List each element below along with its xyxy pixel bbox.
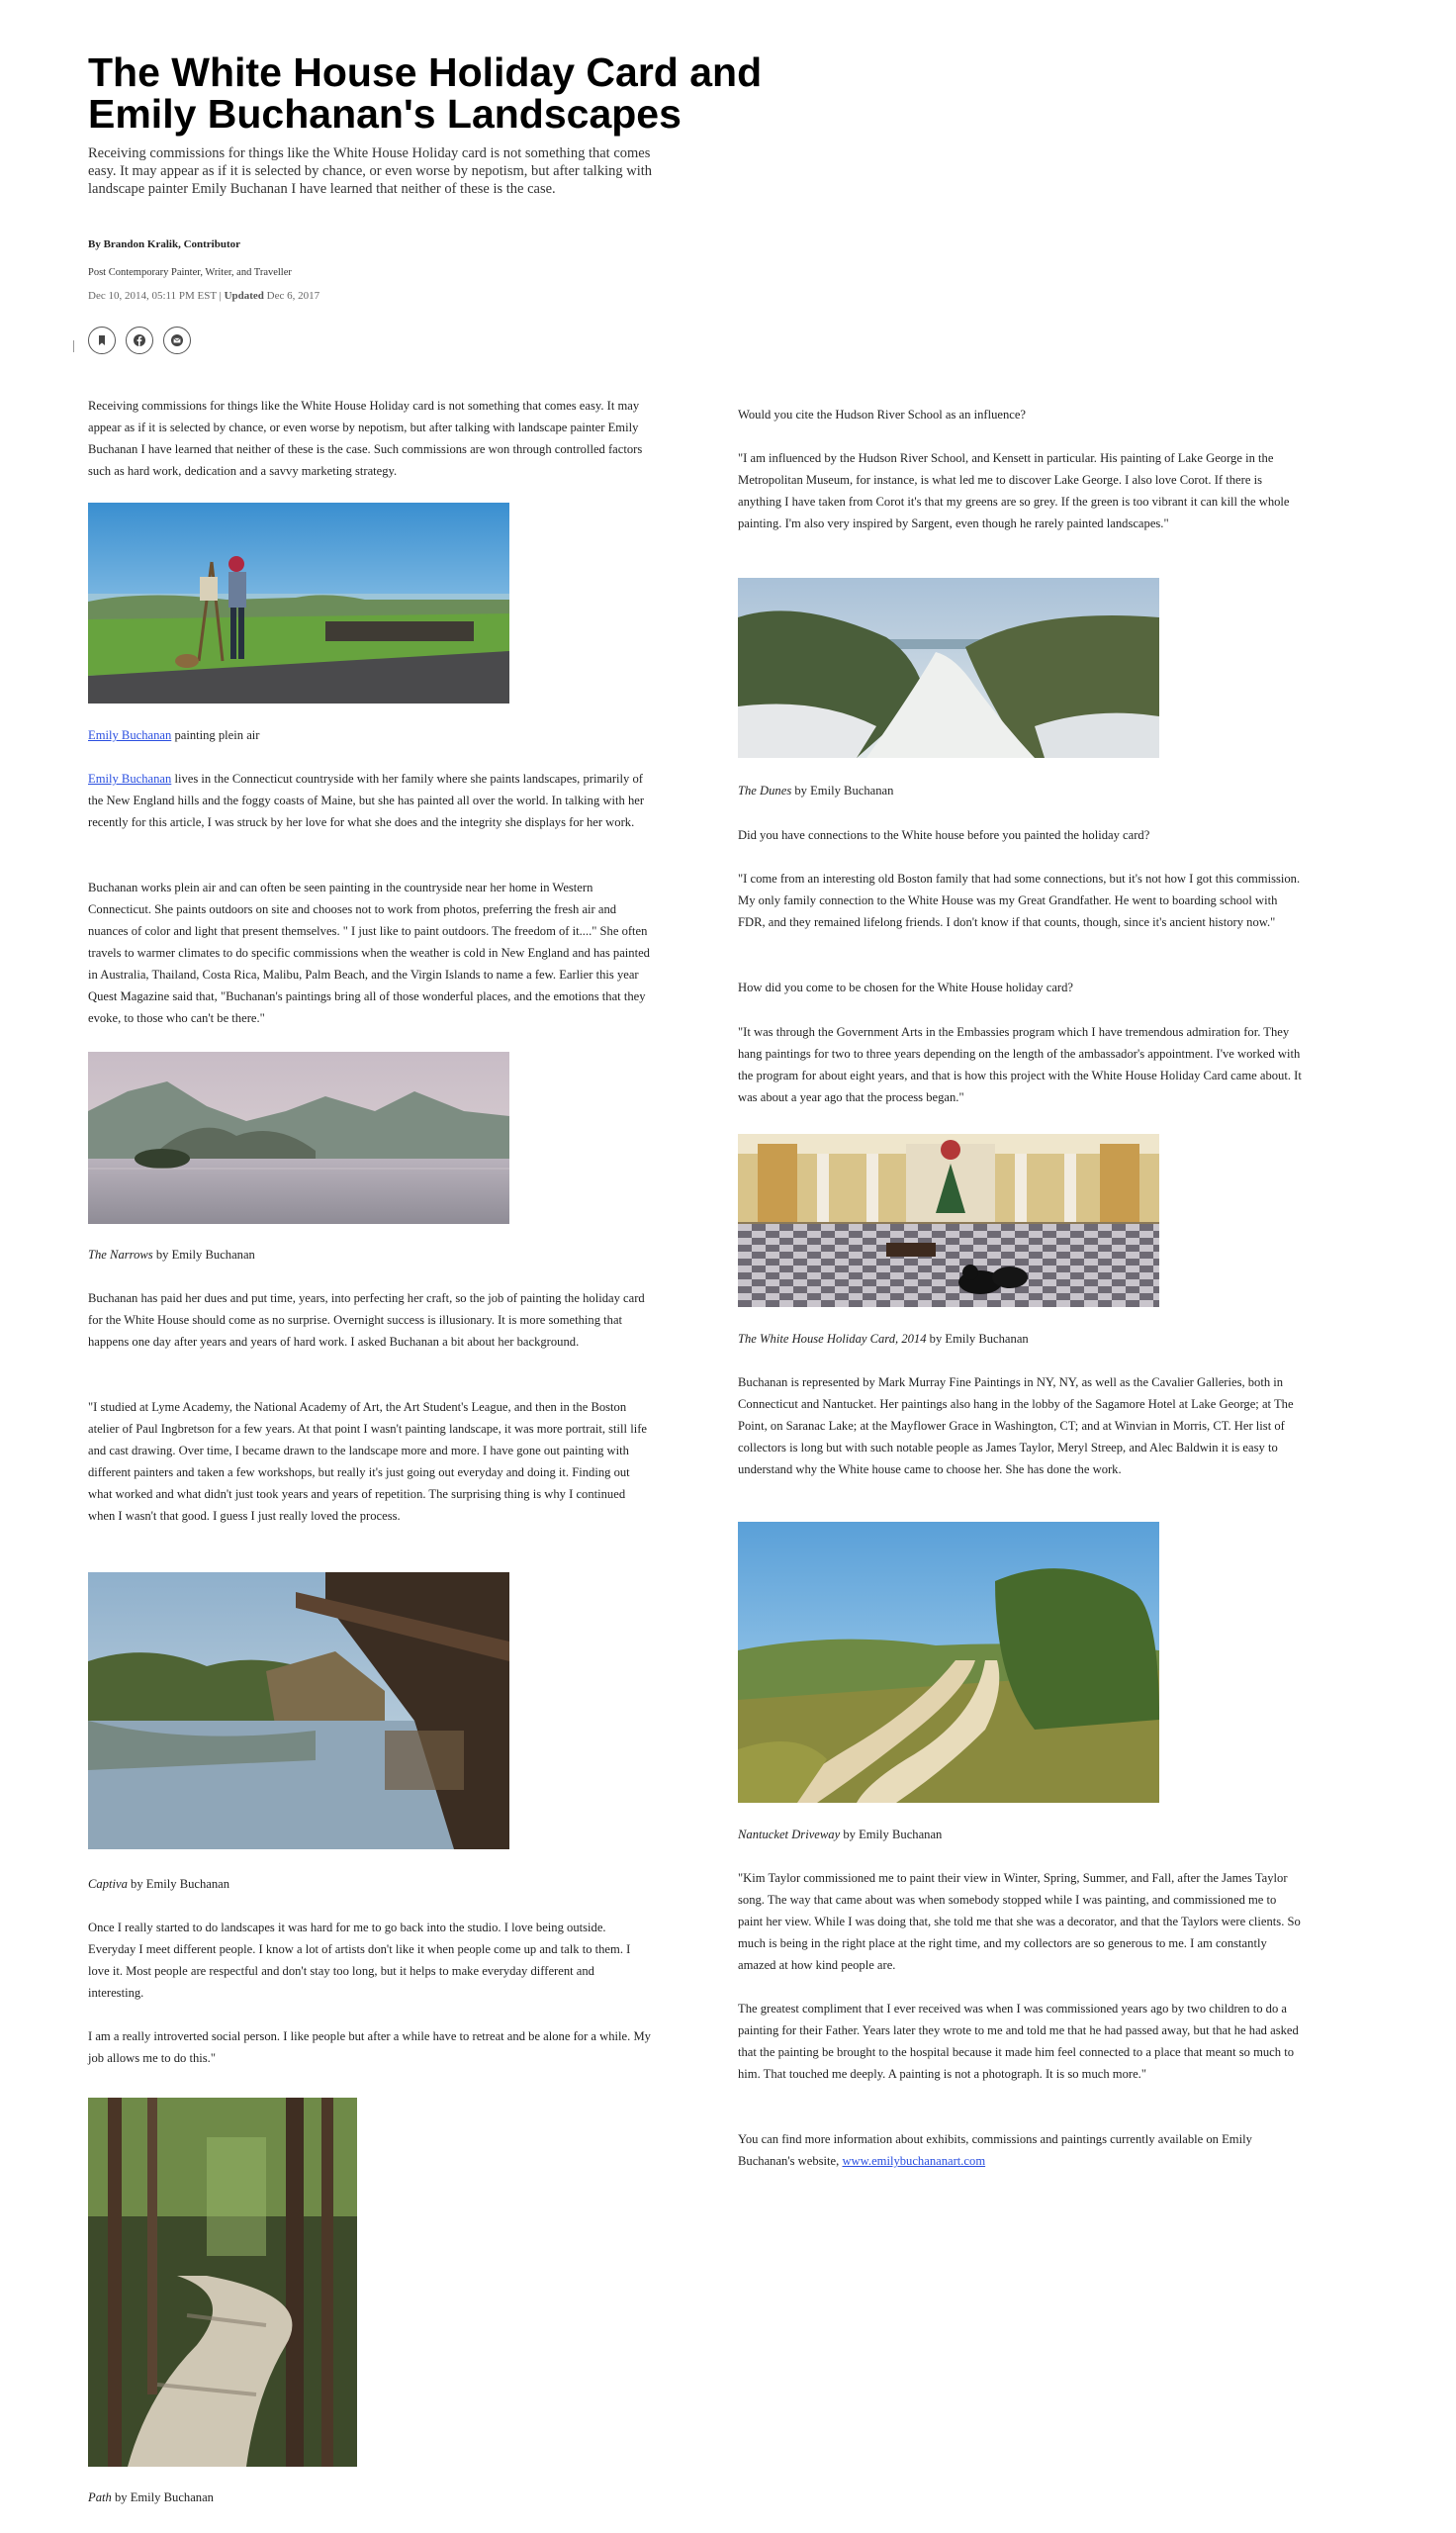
share-bar: [73, 327, 251, 356]
photo-plein-air: [88, 503, 509, 704]
caption-text: by Emily Buchanan: [152, 1248, 255, 1262]
paragraph: Buchanan works plein air and can often be seen painting in the countryside near her home in Western Connecticut. She paints outdoors on site and chooses not to work from photos, preferring the fresh air and nuances of color and light that present themselves. " I just like to paint outdoors. The freedom of it...." She often travels to warmer climates to do specific commissions when the weather is cold in New England and has painted in Australia, Thailand, Costa Rica, Malibu, Palm Beach, and the Virgin Islands to name a few. Earlier this year Quest Magazine said that, "Buchanan's paintings bring all of those wonderful places, and the emotions that they evoke, to those who can't be there.": [88, 881, 650, 1025]
published-date: Dec 10, 2014, 05:11 PM EST: [88, 290, 217, 302]
caption-text: by Emily Buchanan: [840, 1828, 943, 1841]
painting-captiva: [88, 1572, 509, 1849]
caption-text: by Emily Buchanan: [791, 784, 894, 797]
interview-answer: "I am influenced by the Hudson River School, and Kensett in particular. His painting of Lake George in the Metropolitan Museum, for instance, is what led me to discover Lake George. I also love Corot. If there is anything I have taken from Corot it's that my greens are so grey. If the green is too vibrant it can kill the whole painting. I'm also very inspired by Sargent, even though he rarely painted landscapes.": [738, 451, 1290, 530]
caption-text: by Emily Buchanan: [926, 1332, 1029, 1346]
caption-text: by Emily Buchanan: [127, 1877, 230, 1891]
paragraph: Receiving commissions for things like the White House Holiday card is not something that comes easy. It may appear as if it is selected by chance, or even worse by nepotism, but after talking with landscape painter Emily Buchanan I have learned that neither of these is the case. Such commissions are won through controlled factors such as hard work, dedication and a savvy marketing strategy.: [88, 399, 643, 478]
article-dek: Receiving commissions for things like the White House Holiday card is not something that comes easy. It may appear as if it is selected by chance, or even worse by nepotism, but after talking with landscape painter Emily Buchanan I have learned that neither of these is the case.: [88, 145, 653, 197]
painting-the-narrows: [88, 1052, 509, 1224]
paragraph-text: You can find more information about exhibits, commissions and paintings currently available on Emily Buchanan's website,: [738, 2132, 1252, 2168]
share-divider: [73, 340, 74, 352]
photo-caption: [88, 724, 259, 746]
facebook-icon: [133, 333, 146, 347]
paragraph: "Kim Taylor commissioned me to paint their view in Winter, Spring, Summer, and Fall, after the James Taylor song. The way that came about was when somebody stopped while I was painting, and commissioned me to paint her view. While I was doing that, she told me that she was a decorator, and that the Taylors were clients. So much is being in the right place at the right time, and my collectors are so generous to me. I am constantly amazed at how kind people are.: [738, 1871, 1301, 1972]
paragraph: I am a really introverted social person. I like people but after a while have to retreat and be alone for a while. My job allows me to do this.": [88, 2029, 651, 2065]
paragraph: Once I really started to do landscapes it was hard for me to go back into the studio. I love being outside. Everyday I meet different people. I know a lot of artists don't like it when people come up and talk to them. I love it. Most people are respectful and don't stay too long, but it helps to make everyday different and interesting.: [88, 1921, 631, 2000]
painting-white-house-holiday-card: [738, 1134, 1159, 1307]
painting-title: Captiva: [88, 1877, 128, 1891]
painting-title: Nantucket Driveway: [738, 1828, 841, 1841]
caption-text: painting plein air: [171, 728, 260, 742]
painting-title: Path: [88, 2490, 112, 2504]
article-headline: The White House Holiday Card and Emily Buchanan's Landscapes: [88, 49, 763, 137]
painting-caption: [88, 2486, 214, 2508]
paragraph: "I studied at Lyme Academy, the National Academy of Art, the Art Student's League, and then in the Boston atelier of Paul Ingbretson for a few years. At that point I wasn't painting landscape, it was more portrait, still life and cast drawing. Over time, I became drawn to the landscape more and more. I have gone out painting with different painters and taken a few workshops, but really it's just going out everyday and doing it. Finding out what worked and what didn't just took years and years of repetition. The surprising thing is why I continued when I wasn't that good. I guess I just really loved the process.: [88, 1400, 647, 1523]
painting-the-dunes: [738, 578, 1159, 758]
article-dates: [88, 290, 319, 302]
bookmark-button[interactable]: [88, 327, 116, 354]
interview-question: How did you come to be chosen for the White House holiday card?: [738, 981, 1074, 994]
interview-answer: "I come from an interesting old Boston family that had some connections, but it's not how I got this commission. My only family connection to the White House was my Great Grandfather. He went to boarding school with FDR, and they remained lifelong friends. I don't know if that counts, though, since it's ancient history now.": [738, 872, 1301, 929]
painting-path: [88, 2098, 357, 2467]
author-bio: Post Contemporary Painter, Writer, and Traveller: [88, 267, 292, 278]
email-icon: [170, 333, 184, 347]
date-separator: |: [219, 290, 225, 302]
painting-nantucket-driveway: [738, 1522, 1159, 1803]
paragraph: [88, 768, 652, 833]
painting-caption: [88, 1244, 255, 1266]
painting-title: The Dunes: [738, 784, 792, 797]
paragraph: [738, 2128, 1302, 2172]
paragraph: Buchanan is represented by Mark Murray Fine Paintings in NY, NY, as well as the Cavalier Galleries, both in Connecticut and Nantucket. Her paintings also hang in the lobby of the Sagamore Hotel at Lake George; at The Point, on Saranac Lake; at the Mayflower Grace in Washington, CT; and at Winvian in Morris, CT. Her list of collectors is long but with such notable people as James Taylor, Meryl Streep, and Alec Baldwin it is easy to understand why the White house came to choose her. She has done the work.: [738, 1375, 1294, 1476]
artist-link[interactable]: Emily Buchanan: [88, 728, 172, 742]
paragraph: The greatest compliment that I ever received was when I was commissioned years ago by two children to do a painting for their Father. Years later they wrote to me and told me that he had passed away, but that he had asked that the painting be brought to the hospital because it made him feel connected to a place that meant so much to him. That touched me deeply. A painting is not a photograph. It is so much more.": [738, 2002, 1299, 2081]
bookmark-icon: [96, 334, 108, 346]
interview-question: Did you have connections to the White house before you painted the holiday card?: [738, 828, 1150, 842]
painting-title: The White House Holiday Card, 2014: [738, 1332, 927, 1346]
interview-question: Would you cite the Hudson River School as an influence?: [738, 408, 1027, 422]
updated-label: Updated: [224, 290, 264, 302]
paragraph-text: lives in the Connecticut countryside with her family where she paints landscapes, primarily of the New England hills and the foggy coasts of Maine, but she has painted all over the world. In talking with her recently for this article, I was struck by her love for what she does and the integrity she displays for her work.: [88, 772, 645, 829]
artist-link[interactable]: Emily Buchanan: [88, 772, 172, 786]
painting-caption: [738, 1824, 942, 1845]
facebook-share-button[interactable]: [126, 327, 153, 354]
painting-title: The Narrows: [88, 1248, 153, 1262]
painting-caption: [738, 1328, 1029, 1350]
updated-date: Dec 6, 2017: [266, 290, 320, 302]
painting-caption: [88, 1873, 229, 1895]
caption-text: by Emily Buchanan: [111, 2490, 214, 2504]
interview-answer: "It was through the Government Arts in the Embassies program which I have tremendous admiration for. They hang paintings for two to three years depending on the length of the ambassador's appointment. I've worked with the program for about eight years, and that is how this project with the White House Holiday Card came about. It was about a year ago that the process began.": [738, 1025, 1302, 1104]
website-link[interactable]: www.emilybuchananart.com: [842, 2154, 986, 2168]
paragraph: Buchanan has paid her dues and put time, years, into perfecting her craft, so the job of painting the holiday card for the White House should come as no surprise. Overnight success is illusionary. It is more something that happens one day after years and years of hard work. I asked Buchanan a bit about her background.: [88, 1291, 645, 1349]
email-share-button[interactable]: [163, 327, 191, 354]
painting-caption: [738, 780, 893, 801]
byline[interactable]: By Brandon Kralik, Contributor: [88, 238, 241, 250]
